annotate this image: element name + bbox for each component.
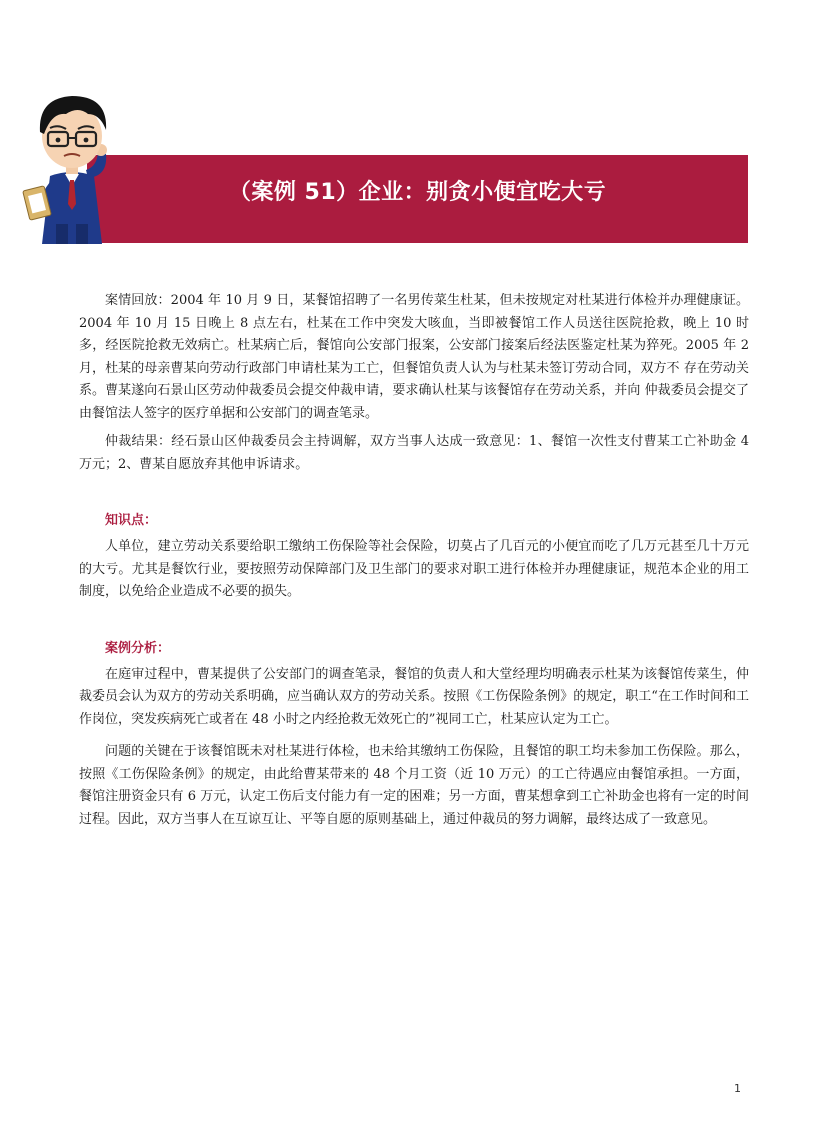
knowledge-section <box>79 510 749 604</box>
analysis-paragraph: 问题的关键在于该餐馆既未对杜某进行体检，也未给其缴纳工伤保险，且餐馆的职工均未参加工伤保险。那么，按照《工伤保险条例》的规定，由此给曹某带来的 48 个月工资（近 10 万元）的工亡待遇应由餐馆承担。一方面，餐馆注册资金只有 6 万元，认定工伤后支付能力有一定的困难；另一方面，曹某想拿到工亡补助金也将有一定的时间过程。因此，双方当事人在互谅互让、平等自愿的原则基础上，通过仲裁员的努力调解，最终达成了一致意见。 <box>79 744 749 827</box>
mascot-businessman-illustration <box>22 84 122 246</box>
analysis-paragraph: 在庭审过程中，曹某提供了公安部门的调查笔录，餐馆的负责人和大堂经理均明确表示杜某为该餐馆传菜生，仲裁委员会认为双方的劳动关系明确，应当确认双方的劳动关系。按照《工伤保险条例》的规定，职工“在工作时间和工作岗位，突发疾病死亡或者在 48 小时之内经抢救无效死亡的”视同工亡，杜某应认定为工亡。 <box>79 666 749 727</box>
arbitration-result-paragraph: 仲裁结果：经石景山区仲裁委员会主持调解，双方当事人达成一致意见：1、餐馆一次性支付曹某工亡补助金 4 万元；2、曹某自愿放弃其他申诉请求。 <box>79 434 749 472</box>
page-title: （案例 51）企业：别贪小便宜吃大亏 <box>228 180 607 205</box>
analysis-heading: 案例分析： <box>105 640 171 656</box>
analysis-section <box>79 638 749 832</box>
case-section <box>79 290 749 476</box>
knowledge-paragraph: 人单位，建立劳动关系要给职工缴纳工伤保险等社会保险，切莫占了几百元的小便宜而吃了几万元甚至几十万元的大亏。尤其是餐饮行业，要按照劳动保障部门及卫生部门的要求对职工进行体检并办理健康证，规范本企业的用工制度，以免给企业造成不必要的损失。 <box>79 539 749 599</box>
title-banner <box>87 155 748 243</box>
page-number: 1 <box>734 1082 741 1095</box>
document-body <box>79 290 749 831</box>
case-review-paragraph: 案情回放：2004 年 10 月 9 日，某餐馆招聘了一名男传菜生杜某，但未按规定对杜某进行体检并办理健康证。2004 年 10 月 15 日晚上 8 点左右，杜某在工作中突发大咳血，当即被餐馆工作人员送往医院抢救，晚上 10 时 多，经医院抢救无效病亡。杜某病亡后，餐馆向公安部门报案，公安部门接案后经法医鉴定杜某为猝死。2005 年 2 月，杜某的母亲曹某向劳动行政部门申请杜某为工亡，但餐馆负责人认为与杜某未签订劳动合同，双方不 存在劳动关系。曹某遂向石景山区劳动仲裁委员会提交仲裁申请，要求确认杜某与该餐馆存在劳动关系，并向 仲裁委员会提交了由餐馆法人签字的医疗单据和公安部门的调查笔录。 <box>79 293 749 421</box>
knowledge-heading: 知识点： <box>105 513 158 528</box>
